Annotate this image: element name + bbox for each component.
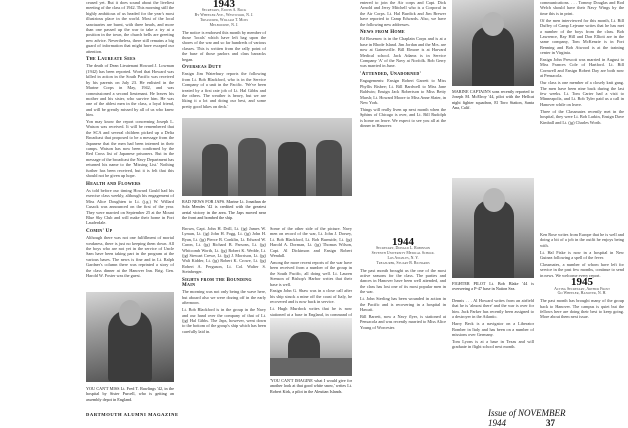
issue-footer (488, 408, 628, 428)
column-3 (270, 226, 352, 324)
column-2 (182, 0, 266, 111)
photo-soldier (86, 292, 174, 382)
paragraph: The death of Dean Lieutenant Howard J. Lowman (1942) has been reported. Word that Howard was killed in action in the South Pacific was received by his parents on July 23. He enlisted in the Marine Corps in May, 1942, and was commissioned a second lieutenant. He leaves his mother and his sister, who survive him. He was one of the ablest men in the class, a loyal friend, and will be greatly missed by all of us who knew him. (86, 63, 174, 118)
paragraph: As told before our timing Howard Gould had his exercise class weekly, although his engagement of Miss Alice Doughten to Lt. (j.g.) W. Willard Cusack was announced on the first of the year. They were married on September 25 at the Mount Blue Sky Club and will make their home in Fort Lauderdale. (86, 187, 174, 226)
column-6-lower (452, 298, 534, 351)
photo-figure (238, 138, 266, 196)
paragraph: Yon may know the report concerning Joseph L. Watson was received. It will be remembered that the SCA and several children picked up a Delta Broadcast that proposed to be a message from the Japanese that the men had been interned in their camps. Watson has now been confirmed by the Red Cross list of Japanese prisoners. But in the message of the broadcast the Navy Department has returned his name to the 'Missing List.' Nothing further has been received, but it is felt that this should not be given up hope. (86, 119, 174, 179)
photo-face (119, 300, 141, 326)
photo-figure (202, 144, 228, 196)
paragraph: Ken Rose writes from Europe that he is well and doing a bit of a job in the outfit he enjoys being with. (540, 232, 624, 248)
class-officers: Acting Secretary, Arthur Frost Go Wheeler, Hanover, N. H. (554, 286, 610, 296)
column-2-lower (182, 226, 266, 336)
paragraph: Among the more recent reports of the war have been received from a number of the group in the South Pacific, all doing well. Lt. Lauren Stenson of Bishop's Harbor writes that their base is well. (270, 259, 352, 287)
paragraph: Our class is one member of a closely knit gang. The men have been nine back during the last few weeks. Lt. Tom Carter had a visit to Minneapolis, and Lt. Bob Tyler paid us a call in Hanover while on leave. (540, 80, 624, 107)
paragraph: The past month brought us the one of the most active seasons for the class. The parties and dances in Hanover have been well attended, and the class has lost one of its most popular men in the war. (360, 267, 446, 295)
paragraph: Engagements: Ensign Robert Garrett to Miss Phyllis Bisbee; Lt. Bill Bardwell to Miss Jane Baldwin; Ensign Jack Robertson to Miss Betty Marsh; Lt. Howard Moore to Miss Anne Slater, in New York. (360, 78, 446, 105)
photo-face (482, 12, 504, 36)
page-number: 37 (546, 418, 555, 428)
photo-figure (278, 142, 306, 196)
paragraph: Brown, Capt. John H. Drill, Lt. (jg) James W. Lyman, Lt. (jg) John H. Fogg, Lt. (jg) John H. Ryan, Lt. (jg) Pierce B. Conklin, Lt. Edward W. Caron, Lt. (jg) Richard B. Parsons, Lt. (jg) Whitcomb Worth, Lt. (jg) Robert K. Wedde, Lt. (jg) Stewart Crewe, Lt. (jg) J. Morrison, Lt. (jg) Walt Kidder, Lt. (jg) Robert K. Crowe, Lt. (jg) Robert A. Ferguson, Lt. Col. Walter S. Steinberger. (182, 226, 266, 275)
section-heading: The Laureate Sees (86, 57, 136, 63)
photo-face (483, 188, 505, 212)
paragraph: The notice is endorsed this month by member of those 'locals' which have left bag upon the shores of the war and so far hundreds of various classes. This is written from the rally point of the base of those parlors and class barracks began. (182, 29, 266, 62)
paragraph: Ed Rosenow is in the Chaplain Corps and is at a base in Rhode Island. Jim Jordan and the Mrs. are now at Gainesville. Bill Elmore is at Harvard Medical school. Jack Adams is in Service Company 'A' of the Navy at Norfolk. Bob Gerry was married in June. (360, 36, 446, 69)
photo-caption: MARINE CAPTAIN'S sons recently reported to Joseph M. McElroy '44, pilot with the Hellcat night fighter squadron, El Toro Station, Santa Ana, Calif. (452, 89, 534, 110)
column-1944 (360, 238, 446, 332)
section-heading: Comin' Up (86, 228, 113, 234)
paragraph: The morning was not only being the wave here, but aboard also we were dozing off in the early afternoon. (182, 289, 266, 306)
class-officers: Secretary, Edwin A. Rock By Wheeler Ave., Westwood, N. J. Treasurer, William T. Moss Melbourne, N. J. (194, 8, 254, 27)
paragraph: Classmates, a number of whom have left for service in the past few months, continue to send in news. We welcome every report. (540, 262, 624, 278)
issue-date: Issue of NOVEMBER 1944 (488, 408, 566, 428)
paragraph: Of the men interviewed for this month, Lt. Bill Duffey of Camp Lejeune writes that he has met a number of the boys from the class. Bob Lawrence, Ray Hill and Don Elliott are in the same company, Tom McKenzie is in Fort Benning and Bob Atwood is at the training center in Virginia. (540, 17, 624, 56)
photo-marine-captain (452, 0, 534, 86)
photo-caption: 'YOU CAN'T IMAGINE what I would give for another look at that good white snow,' writes Lt. Robert Kirk, a pilot in the Aleutian Islands. (270, 378, 352, 394)
photo-caption: YOU CAN'T MISS Lt. Fred T. Rawlings '42, in the hospital by Sister Purcell, who is getting an assembly depot in England. (86, 386, 174, 402)
paragraph: Ensign John Prescott was married in August to Miss Frances Cole of Hartford. Lt. Bill Cornwell and Ensign Robert Day are both now at Pensacola. (540, 57, 624, 79)
class-year-heading: 1943 (213, 0, 235, 10)
paragraph: Dennis . . . Al Howard writes from an airfield that he is 'almost there' and the war is over for him. Jack Parker has recently been assigned to a destroyer in the Atlantic. (452, 298, 534, 320)
column-5 (540, 0, 624, 126)
section-heading: Sights from the Bounding Main (182, 277, 252, 289)
section-heading: Overseas Duty (182, 65, 222, 71)
photo-caption: RAD NEWS FOR JAPS. Marine Lt. Jonathan de Sola Mendes '42 is credited with the greatest aerial victory in the area. The Japs moved near the front and bombed the ship. (182, 199, 266, 220)
paragraph: Three of the Classmates recently met in the hospital, they were Lt. Bob Larkin, Ensign Dave Kimball and Lt. (jg) Charles Worth. (540, 108, 624, 125)
column-1-intro: ceased yet. But it does sound about the liveliest meeting of the class of 1942. This morning still the highly ambitious of us headed for the year's most illustrious place in the world. Most of the local sanctuaries are burnt, with three heads, and more than one passed up the war to take a try at a position in the town, the church bells are greeting new advice. Nevertheless, there still remains a big guard of information that might have escaped our attention. (86, 0, 174, 54)
column-4 (360, 0, 446, 130)
paragraph: Some of the other side of the picture. Navy men on record of the war, Lt. John J. Dorsey, Lt. Bob Blackford, Lt. Bob Burnside, Lt. (jg) Harold A. Dorman, Lt. (jg) Thomas Wilson, Capt. Al Dickinson and Ensign Robert Wendall. (270, 226, 352, 259)
paragraph: Harry Beck is a navigator on a Liberator Bomber in Italy and has been on a number of missions over Germany. (452, 321, 534, 337)
paragraph: Things will really liven up next month when the Sphinx of Chicago is over, and Lt. Bill Rudolph is home on leave. We expect to see you all at the dinner in Hanover. (360, 106, 446, 129)
paragraph: entered to join the Air corps and Capt. Dick Arnold and Jerry Mitchell who is a Corporal in the Air Corps. Lt. Hal Burdick and Jim Brewer have reported to Camp Edwards. Also, we have the following new addresses. (360, 0, 446, 27)
magazine-title: DARTMOUTH ALUMNI MAGAZINE (86, 412, 179, 417)
paragraph: communications. . . . Tommy Douglas and Rod Welch should have their Navy Wings by the time this is in print. (540, 0, 624, 16)
paragraph: Tom Lyons is at a base in Texas and will graduate in flight school next month. (452, 338, 534, 350)
paragraph: Lt. John Sterling has been wounded in action in the Pacific and is recovering in a hospital in Hawaii. (360, 296, 446, 312)
paragraph: Ensign Jim Waterbury reports the following from Lt. Bob Blackford, who is in the Service Company of a unit in the Pacific. 'We've been treated by a first rate job of Lt. Hal Gibbs and the others. The weather is heavy, but we are liking it a lot and doing our best, and some pretty good hikes on deck.' (182, 71, 266, 109)
column-6 (540, 232, 624, 321)
photo-cockpit (270, 358, 352, 376)
section-heading: Health and Flowers (86, 181, 141, 187)
class-officers: Secretary, Donald L. Robinson Seventh University Medical School Los Angeles, N. Y. Treasurer, Stuart B. Richards (371, 246, 435, 265)
class-year-heading: 1944 (392, 236, 414, 248)
section-heading: 'Attended, Unadorned' (360, 71, 422, 77)
paragraph: The past month has brought many of the group back to Hanover. The campus is quiet but the fellows here are doing their best to keep going. More about them next issue. (540, 298, 624, 320)
column-1 (86, 0, 174, 280)
paragraph: Bill Barrett, now a Navy flyer, is stationed at Pensacola and was recently married to Miss Alice Young of Worcester. (360, 313, 446, 330)
photo-group (182, 118, 352, 196)
photo-caption: FIGHTER PILOT Lt. Bob Blake '44 is overseeing a P-47 base in Nation Sea. (452, 281, 534, 292)
paragraph: Lt. Hal Fiske is now in a hospital in New Guinea following a spell of the fever. (540, 249, 624, 261)
paragraph: Lt. Bob Blackford is in the group in the Navy and our hand over the company of that of Lt. (jg) Hal Gibbs. The Japs, however, went down to the bottom of the group's ship which has been carefully laid in. (182, 307, 266, 334)
paragraph: Lt. Hugh Murdock writes that he is now stationed at a base in England, in command of (270, 306, 352, 317)
photo-figure (316, 140, 342, 196)
paragraph: Although there was not one fulfillment of mortal weakness, there is just no keeping them down. All the boys who are not yet in the service of Uncle Sam have been taking part in the program at the various bases. The news is fine and in Lt. Ralph Gardner's column there was reprinted a story of the class dinner at the Hanover Inn. Brig. Gen. Harold W. Foster was the guest. (86, 235, 174, 278)
photo-fighter-pilot (452, 178, 534, 278)
paragraph: Ensign John G. Shaw was in a close call after his ship struck a mine off the coast of Italy, he recovered and is now back in service. (270, 288, 352, 305)
section-heading: News from Home (360, 30, 405, 36)
class-year-heading: 1945 (571, 276, 593, 289)
photo-pilot (270, 318, 352, 376)
